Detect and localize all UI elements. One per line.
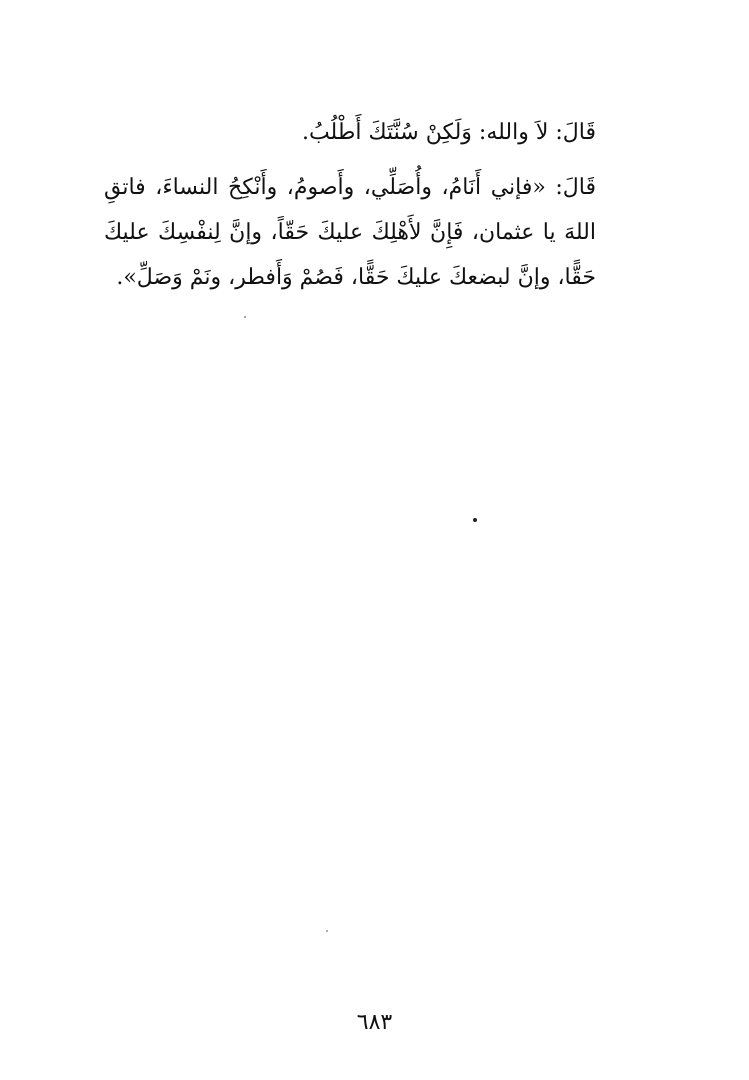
paragraph-1: قَالَ: لاَ والله: وَلَكِنْ سُنَّتَكَ أَطْلُبُ. <box>301 120 596 145</box>
ink-speck <box>244 316 246 318</box>
body-text <box>104 110 596 300</box>
ink-speck <box>473 518 477 522</box>
paragraph-2: قَالَ: «فإني أَنَامُ، وأُصَلِّي، وأَصومُ، وأَنْكِحُ النساءَ، فاتقِ اللهَ يا عثمان، فَإِنَّ لأَهْلِكَ عليكَ حَقّاً، وإنَّ لِنفْسِكَ عليكَ حَقًّا، وإنَّ لبضعكَ عليكَ حَقًّا، فَصُمْ وَأَفطر، ونَمْ وَصَلِّ». <box>104 175 596 290</box>
page-number: ٦٨٣ <box>356 1010 393 1035</box>
ink-speck <box>326 930 328 932</box>
